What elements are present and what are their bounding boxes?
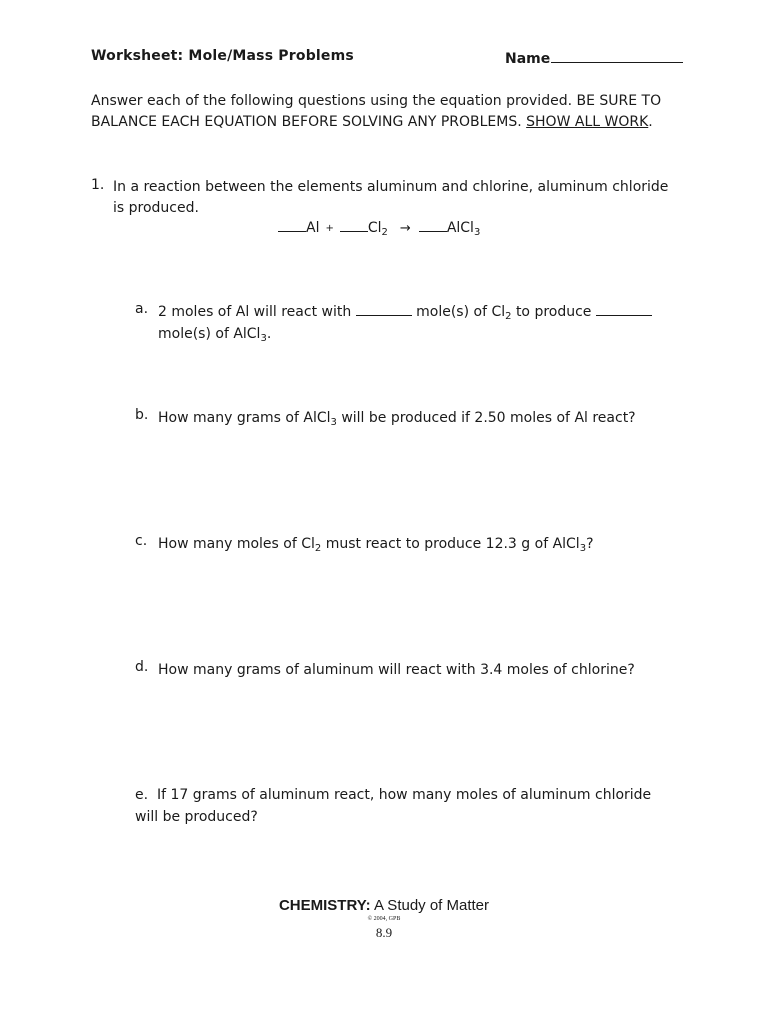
- chemical-equation: [278, 219, 480, 236]
- text-segment: .: [266, 326, 272, 342]
- brand-bold: CHEMISTRY:: [278, 897, 371, 914]
- coefficient-blank: [340, 219, 368, 232]
- subscript: 3: [260, 333, 267, 344]
- text-segment: ?: [586, 536, 594, 552]
- brand-rest: A Study of Matter: [370, 897, 490, 914]
- instructions-text: Answer each of the following questions using the equation provided. BE SURE TO BALANCE EACH EQUATION BEFORE SOLVING ANY PROBLEMS.: [91, 93, 662, 130]
- text-segment: mole(s) of AlCl: [158, 326, 261, 342]
- name-blank-line: [551, 48, 683, 63]
- instructions-end: .: [648, 114, 653, 130]
- plus-sign: +: [325, 223, 334, 234]
- part-b-label: b.: [135, 407, 149, 423]
- subscript: 3: [579, 543, 587, 554]
- text-segment: to produce: [515, 304, 592, 320]
- part-d-label: d.: [135, 659, 149, 675]
- reactant-chlorine: Cl: [367, 220, 382, 236]
- part-e-text: If 17 grams of aluminum react, how many moles of aluminum chloride will be produced?: [135, 787, 652, 825]
- name-label: Name: [505, 51, 551, 67]
- coefficient-blank: [278, 219, 306, 232]
- question-number: 1.: [91, 177, 105, 193]
- worksheet-title: Worksheet: Mole/Mass Problems: [91, 48, 354, 64]
- footer-copyright: © 2004, GPB: [367, 916, 401, 922]
- subscript: 3: [330, 417, 337, 428]
- reactant-aluminum: Al: [306, 220, 320, 236]
- text-segment: must react to produce 12.3 g of AlCl: [321, 536, 580, 552]
- footer-brand: [0, 897, 768, 914]
- answer-blank: [356, 303, 412, 316]
- reaction-arrow-icon: →: [399, 221, 411, 236]
- part-b-text: [158, 407, 678, 429]
- text-segment: How many moles of Cl: [158, 536, 315, 552]
- part-e-label: e.: [135, 787, 149, 803]
- part-a-text: [158, 301, 678, 345]
- product-aluminum-chloride: AlCl: [446, 220, 474, 236]
- text-segment: How many grams of AlCl: [158, 410, 331, 426]
- page-number: 8.9: [375, 925, 393, 940]
- subscript: 2: [381, 227, 388, 238]
- part-a-label: a.: [135, 301, 149, 317]
- part-c-text: [158, 533, 678, 555]
- text-segment: mole(s) of Cl: [416, 304, 506, 320]
- instructions: [91, 91, 681, 133]
- coefficient-blank: [419, 219, 447, 232]
- text-segment: 2 moles of Al will react with: [158, 304, 352, 320]
- part-d-text: How many grams of aluminum will react with 3.4 moles of chlorine?: [158, 662, 635, 678]
- subscript: 2: [505, 311, 512, 322]
- instructions-emphasis: SHOW ALL WORK: [526, 114, 649, 130]
- part-e: [135, 784, 675, 828]
- answer-blank: [596, 303, 652, 316]
- question-text: In a reaction between the elements aluminum and chlorine, aluminum chloride is produced.: [113, 179, 669, 216]
- text-segment: will be produced if 2.50 moles of Al react?: [336, 410, 636, 426]
- subscript: 2: [314, 543, 322, 554]
- subscript: 3: [473, 227, 481, 238]
- name-field: [505, 48, 683, 67]
- part-c-label: c.: [135, 533, 148, 549]
